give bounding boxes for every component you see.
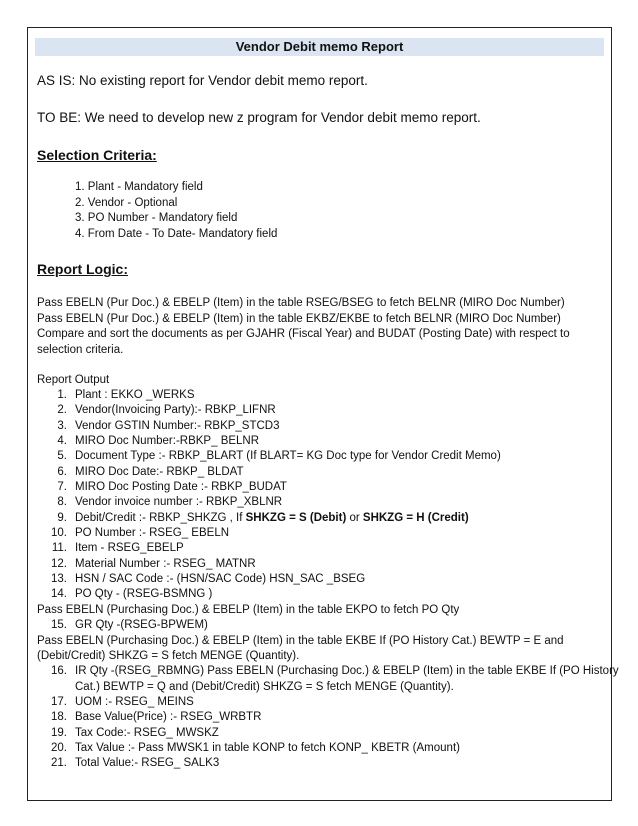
as-is-text: AS IS: No existing report for Vendor debit memo report. bbox=[37, 73, 368, 88]
item-text bbox=[75, 511, 469, 526]
item-text: GR Qty -(RSEG-BPWEM) bbox=[75, 619, 208, 632]
item-number: 9. bbox=[57, 511, 67, 524]
list-item: 2. Vendor - Optional bbox=[75, 196, 178, 209]
logic-line: Compare and sort the documents as per GJAHR (Fiscal Year) and BUDAT (Posting Date) with respect to bbox=[37, 328, 570, 341]
item-text: Base Value(Price) :- RSEG_WRBTR bbox=[75, 711, 262, 724]
item-number: 17. bbox=[51, 695, 67, 708]
list-item bbox=[37, 572, 597, 587]
list-item: 1. Plant - Mandatory field bbox=[75, 181, 203, 193]
debit-condition: SHKZG = S (Debit) bbox=[245, 511, 347, 524]
list-item bbox=[37, 695, 597, 710]
or-text: or bbox=[346, 511, 363, 524]
item-text: MIRO Doc Date:- RBKP_ BLDAT bbox=[75, 465, 244, 478]
selection-criteria-list bbox=[75, 180, 277, 242]
item-text: PO Qty - (RSEG-BSMNG ) bbox=[75, 588, 213, 601]
selection-criteria-heading: Selection Criteria: bbox=[37, 147, 157, 163]
item-text: Total Value:- RSEG_ SALK3 bbox=[75, 757, 220, 770]
list-item bbox=[37, 449, 597, 464]
report-logic-heading: Report Logic: bbox=[37, 261, 128, 277]
list-item bbox=[37, 403, 597, 418]
item-text: MIRO Doc Posting Date :- RBKP_BUDAT bbox=[75, 481, 287, 494]
item-text: MIRO Doc Number:-RBKP_ BELNR bbox=[75, 435, 260, 448]
item-continuation: Cat.) BEWTP = Q and (Debit/Credit) SHKZG = S fetch MENGE (Quantity). bbox=[75, 680, 454, 693]
logic-line: Pass EBELN (Pur Doc.) & EBELP (Item) in the table EKBZ/EKBE to fetch BELNR (MIRO Doc Number) bbox=[37, 312, 561, 325]
item-number: 1. bbox=[57, 389, 67, 401]
item-text: Plant : EKKO _WERKS bbox=[75, 389, 195, 401]
list-item bbox=[37, 618, 597, 633]
list-item bbox=[37, 741, 597, 756]
item-text: Document Type :- RBKP_BLART (If BLART= KG Doc type for Vendor Credit Memo) bbox=[75, 450, 501, 463]
item-text: PO Number :- RSEG_ EBELN bbox=[75, 527, 230, 540]
list-item bbox=[37, 587, 597, 602]
item-text: IR Qty -(RSEG_RBMNG) Pass EBELN (Purchasing Doc.) & EBELP (Item) in the table EKBE If (PO History bbox=[75, 665, 619, 678]
item-number: 2. bbox=[57, 404, 67, 417]
report-output-label: Report Output bbox=[37, 374, 110, 386]
item-number: 21. bbox=[51, 757, 67, 770]
list-item bbox=[37, 526, 597, 541]
list-item: 3. PO Number - Mandatory field bbox=[75, 212, 238, 225]
list-item: 4. From Date - To Date- Mandatory field bbox=[75, 227, 278, 240]
list-item bbox=[37, 557, 597, 572]
report-output-list bbox=[37, 388, 619, 772]
item-text: Vendor GSTIN Number:- RBKP_STCD3 bbox=[75, 419, 280, 432]
list-item bbox=[37, 756, 597, 771]
item-text: Tax Value :- Pass MWSK1 in table KONP to fetch KONP_ KBETR (Amount) bbox=[75, 741, 460, 754]
list-item bbox=[37, 480, 597, 495]
report-title: Vendor Debit memo Report bbox=[35, 38, 604, 56]
paragraph: Pass EBELN (Purchasing Doc.) & EBELP (Item) in the table EKBE If (PO History Cat.) BEWTP = E and bbox=[37, 634, 564, 647]
item-number: 16. bbox=[51, 665, 67, 678]
list-item bbox=[37, 511, 597, 526]
item-number: 13. bbox=[51, 573, 67, 586]
item-number: 8. bbox=[57, 496, 67, 509]
list-item bbox=[37, 388, 597, 403]
item-text: Material Number :- RSEG_ MATNR bbox=[75, 557, 256, 570]
item-number: 18. bbox=[51, 711, 67, 724]
item-number: 20. bbox=[51, 741, 67, 754]
to-be-text: TO BE: We need to develop new z program for Vendor debit memo report. bbox=[37, 110, 481, 125]
item-number: 15. bbox=[51, 619, 67, 632]
item-number: 11. bbox=[51, 542, 67, 555]
item-number: 5. bbox=[57, 450, 67, 463]
item-number: 4. bbox=[57, 435, 67, 448]
list-item bbox=[37, 710, 597, 725]
item-text: Item - RSEG_EBELP bbox=[75, 542, 184, 555]
credit-condition: SHKZG = H (Credit) bbox=[362, 511, 469, 524]
list-item bbox=[37, 541, 597, 556]
list-item bbox=[37, 726, 597, 741]
item-number: 7. bbox=[57, 481, 67, 494]
item-text: Vendor(Invoicing Party):- RBKP_LIFNR bbox=[75, 404, 276, 417]
item-number: 14. bbox=[51, 588, 67, 601]
item-text: Vendor invoice number :- RBKP_XBLNR bbox=[75, 496, 283, 509]
report-logic-text bbox=[37, 296, 597, 358]
list-item bbox=[37, 419, 597, 434]
debit-credit-text: Debit/Credit :- RBKP_SHKZG , If bbox=[75, 511, 246, 524]
item-number: 19. bbox=[51, 726, 67, 739]
list-item bbox=[37, 664, 619, 679]
item-number: 10. bbox=[51, 527, 67, 540]
list-item bbox=[37, 434, 597, 449]
item-text: HSN / SAC Code :- (HSN/SAC Code) HSN_SAC _BSEG bbox=[75, 573, 366, 586]
paragraph: (Debit/Credit) SHKZG = S fetch MENGE (Quantity). bbox=[37, 649, 300, 662]
item-number: 3. bbox=[57, 419, 67, 432]
paragraph: Pass EBELN (Purchasing Doc.) & EBELP (Item) in the table EKPO to fetch PO Qty bbox=[37, 603, 460, 616]
logic-line: selection criteria. bbox=[37, 343, 124, 356]
item-text: UOM :- RSEG_ MEINS bbox=[75, 695, 194, 708]
item-number: 6. bbox=[57, 465, 67, 478]
item-number: 12. bbox=[51, 557, 67, 570]
list-item bbox=[37, 465, 597, 480]
logic-line: Pass EBELN (Pur Doc.) & EBELP (Item) in the table RSEG/BSEG to fetch BELNR (MIRO Doc Number) bbox=[37, 297, 565, 309]
item-text: Tax Code:- RSEG_ MWSKZ bbox=[75, 726, 219, 739]
list-item bbox=[37, 495, 597, 510]
